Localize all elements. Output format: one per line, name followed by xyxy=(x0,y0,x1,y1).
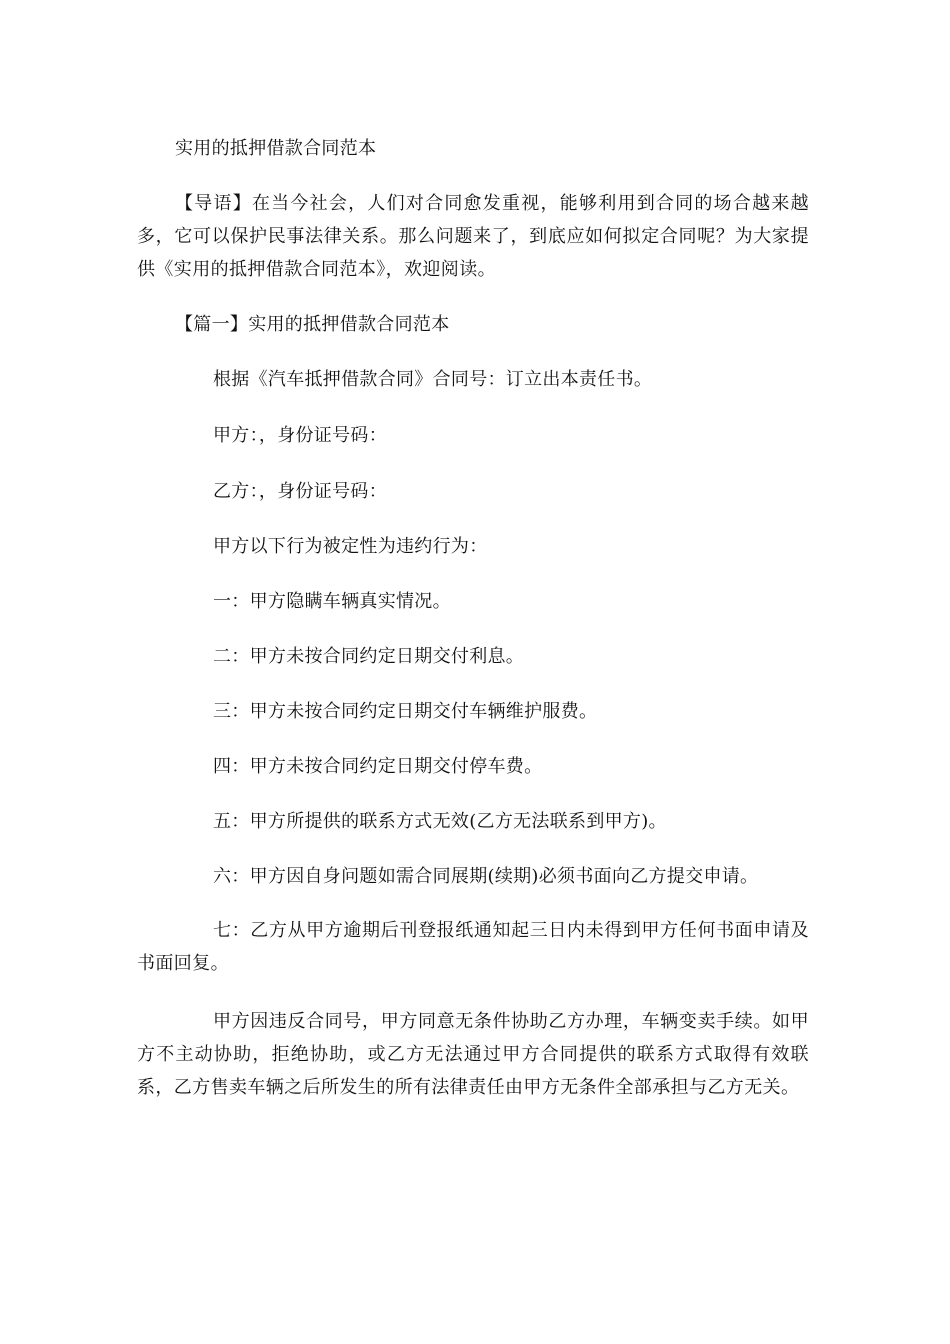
list-item: 一：甲方隐瞒车辆真实情况。 xyxy=(213,591,451,612)
list-item: 七：乙方从甲方逾期后刊登报纸通知起三日内未得到甲方任何书面申请及书面回复。 xyxy=(137,920,809,974)
document-title: 实用的抵押借款合同范本 xyxy=(175,138,377,159)
list-item: 二：甲方未按合同约定日期交付利息。 xyxy=(213,646,525,667)
intro-paragraph: 【导语】在当今社会，人们对合同愈发重视，能够利用到合同的场合越来越多，它可以保护民事法律关系。那么问题来了，到底应如何拟定合同呢？为大家提供《实用的抵押借款合同范本》，欢迎阅读。 xyxy=(137,193,809,280)
list-item: 三：甲方未按合同约定日期交付车辆维护服费。 xyxy=(213,701,598,722)
breach-intro-line: 甲方以下行为被定性为违约行为： xyxy=(213,536,488,557)
list-item: 六：甲方因自身问题如需合同展期(续期)必须书面向乙方提交申请。 xyxy=(213,866,759,887)
party-a-line: 甲方：，身份证号码： xyxy=(213,425,387,446)
list-item: 四：甲方未按合同约定日期交付停车费。 xyxy=(213,756,543,777)
contract-reference-paragraph: 根据《汽车抵押借款合同》合同号：订立出本责任书。 xyxy=(213,369,653,390)
section-heading: 【篇一】实用的抵押借款合同范本 xyxy=(175,314,450,335)
party-b-line: 乙方：，身份证号码： xyxy=(213,481,387,502)
liability-paragraph: 甲方因违反合同号，甲方同意无条件协助乙方办理，车辆变卖手续。如甲方不主动协助，拒绝协助，或乙方无法通过甲方合同提供的联系方式取得有效联系，乙方售卖车辆之后所发生的所有法律责任由甲方无条件全部承担与乙方无关。 xyxy=(137,1011,809,1098)
list-item: 五：甲方所提供的联系方式无效(乙方无法联系到甲方)。 xyxy=(213,811,667,832)
